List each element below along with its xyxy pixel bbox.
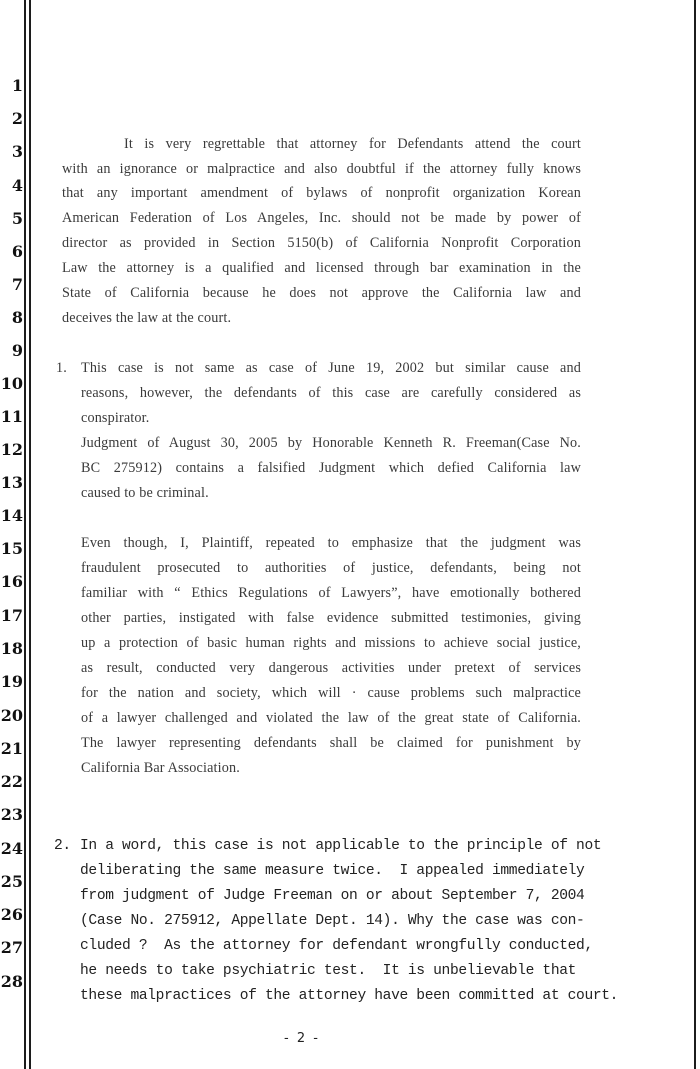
list-marker: 1. — [56, 360, 67, 376]
paragraph-line: This case is not same as case of June 19, 2002 but similar cause and — [81, 360, 581, 376]
paragraph-line: director as provided in Section 5150(b) of California Nonprofit Corporation — [62, 235, 581, 251]
left-margin-rule-inner — [29, 0, 31, 1069]
paragraph-line: In a word, this case is not applicable to the principle of not — [80, 838, 602, 854]
line-number: 23 — [0, 805, 23, 824]
line-number: 15 — [0, 539, 23, 558]
paragraph-line: reasons, however, the defendants of this case are carefully considered as — [81, 385, 581, 401]
paragraph-line: other parties, instigated with false evidence submitted testimonies, giving — [81, 610, 581, 626]
paragraph-line: he needs to take psychiatric test. It is unbelievable that — [80, 963, 577, 979]
line-number: 2 — [11, 109, 23, 128]
line-number: 9 — [11, 341, 23, 360]
line-number: 4 — [11, 176, 23, 195]
line-number: 17 — [0, 606, 23, 625]
line-number: 3 — [11, 142, 23, 161]
paragraph-line: Even though, I, Plaintiff, repeated to emphasize that the judgment was — [81, 535, 581, 551]
line-number: 1 — [11, 76, 23, 95]
paragraph-line: for the nation and society, which will · cause problems such malpractice — [81, 685, 581, 701]
list-marker: 2. — [54, 838, 71, 854]
line-number: 21 — [0, 739, 23, 758]
paragraph-line: The lawyer representing defendants shall be claimed for punishment by — [81, 735, 581, 751]
paragraph-line: conspirator. — [81, 410, 150, 426]
line-number: 13 — [0, 473, 23, 492]
paragraph-line: deceives the law at the court. — [62, 310, 232, 326]
paragraph-line: up a protection of basic human rights and missions to achieve social justice, — [81, 635, 581, 651]
paragraph-line: of a lawyer challenged and violated the law of the great state of California. — [81, 710, 581, 726]
line-number: 10 — [0, 374, 23, 393]
line-number: 7 — [11, 275, 23, 294]
line-number: 24 — [0, 839, 23, 858]
paragraph-line: deliberating the same measure twice. I appealed immediately — [80, 863, 585, 879]
paragraph-line: familiar with “ Ethics Regulations of Lawyers”, have emotionally bothered — [81, 585, 581, 601]
paragraph-line: cluded ? As the attorney for defendant wrongfully conducted, — [80, 938, 593, 954]
line-number: 27 — [0, 938, 23, 957]
paragraph-line: fraudulent prosecuted to authorities of justice, defendants, being not — [81, 560, 581, 576]
paragraph-line: Law the attorney is a qualified and licensed through bar examination in the — [62, 260, 581, 276]
line-number: 20 — [0, 706, 23, 725]
line-number: 12 — [0, 440, 23, 459]
right-margin-rule — [694, 0, 696, 1069]
page-number: - 2 - — [284, 1031, 320, 1046]
left-margin-rule-outer — [24, 0, 26, 1069]
line-number: 25 — [0, 872, 23, 891]
paragraph-line: State of California because he does not approve the California law and — [62, 285, 581, 301]
paragraph-line: It is very regrettable that attorney for Defendants attend the court — [124, 136, 581, 152]
paragraph-line: these malpractices of the attorney have been committed at court. — [80, 988, 619, 1004]
line-number: 19 — [0, 672, 23, 691]
paragraph-line: as result, conducted very dangerous activities under pretext of services — [81, 660, 581, 676]
paragraph-line: Judgment of August 30, 2005 by Honorable Kenneth R. Freeman(Case No. — [81, 435, 581, 451]
paragraph-line: American Federation of Los Angeles, Inc. should not be made by power of — [62, 210, 581, 226]
line-number: 5 — [11, 209, 23, 228]
line-number: 8 — [11, 308, 23, 327]
paragraph-line: BC 275912) contains a falsified Judgment which defied California law — [81, 460, 581, 476]
line-number: 6 — [11, 242, 23, 261]
paragraph-line: that any important amendment of bylaws of nonprofit organization Korean — [62, 185, 581, 201]
line-number: 18 — [0, 639, 23, 658]
paragraph-line: with an ignorance or malpractice and also doubtful if the attorney fully knows — [62, 161, 581, 177]
line-number: 26 — [0, 905, 23, 924]
paragraph-line: from judgment of Judge Freeman on or about September 7, 2004 — [80, 888, 585, 904]
paragraph-line: (Case No. 275912, Appellate Dept. 14). Why the case was con- — [80, 913, 585, 929]
paragraph-line: California Bar Association. — [81, 760, 240, 776]
line-number: 22 — [0, 772, 23, 791]
line-number: 28 — [0, 972, 23, 991]
line-number: 14 — [0, 506, 23, 525]
line-number: 16 — [0, 572, 23, 591]
line-number: 11 — [0, 407, 23, 426]
paragraph-line: caused to be criminal. — [81, 485, 209, 501]
